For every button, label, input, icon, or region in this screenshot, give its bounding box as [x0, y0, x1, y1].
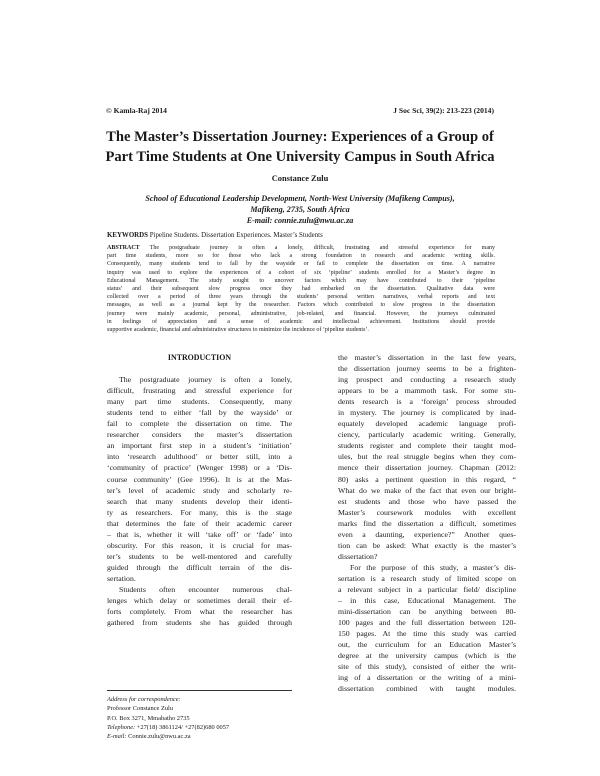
correspondence-address: P.O. Box 3271, Mmabatho 2735 [107, 714, 190, 722]
body-line: many part time students. Consequently, many [107, 397, 292, 407]
abstract-line: journey were mainly academic, personal, administrative, job-related, and financial. However, the journeys culminated [107, 310, 495, 317]
journal-citation: J Soc Sci, 39(2): 213-223 (2014) [393, 106, 494, 115]
keywords-label: KEYWORDS [107, 232, 148, 239]
author-affiliation [100, 193, 500, 226]
body-line: mence their dissertation journey. Chapman (2012: [338, 463, 516, 473]
body-line: Students often encounter numerous chal- [119, 584, 292, 594]
left-column [107, 352, 292, 628]
body-line: What do we make of the fact that even our bright- [338, 485, 516, 495]
paper-title [60, 127, 540, 167]
body-line: The postgraduate journey is often a lonely, [119, 375, 292, 385]
body-line: ter’s level of academic study and scholarly re- [107, 485, 292, 495]
keywords [107, 232, 497, 239]
affiliation-line: Mafikeng, 2735, South Africa [250, 205, 350, 214]
body-line: degree at the university campus (which is the [338, 651, 516, 661]
correspondence-phone-line [107, 723, 297, 732]
body-line: forts completely. From what the researcher has [107, 607, 292, 617]
body-line: in mystery. The journey is complicated by inad- [338, 408, 516, 418]
body-line: tion can be asked: What exactly is the master’s [338, 540, 516, 550]
abstract-label: ABSTRACT [107, 245, 140, 251]
affiliation-line: School of Educational Leadership Development, North-West University (Mafikeng Campus), [145, 194, 455, 203]
body-line: into ‘research adulthood’ or better still, into a [107, 452, 292, 462]
abstract-line: inquiry was used to explore the experiences of a cohort of six ‘pipeline’ students enrolled for a Master’s degree in [107, 269, 495, 276]
body-line: obscurity. For this reason, it is crucial for mas- [107, 540, 292, 550]
body-line: that determines the fate of their academic career [107, 518, 292, 528]
correspondence-name: Professor Constance Zulu [107, 705, 174, 713]
body-line: a relevant subject in a particular field/ discipline [338, 584, 516, 594]
body-line: dissertation? [338, 551, 378, 561]
abstract [107, 244, 495, 334]
correspondence-heading: Address for correspondence: [107, 696, 181, 703]
body-line: ciency, particularly academic writing. Generally, [338, 430, 516, 440]
abstract-line: supportive academic, financial and administrative structures to minimize the incidence of ‘pipeline students’. [107, 327, 369, 334]
body-line: equately developed academic language profi- [338, 419, 516, 429]
abstract-line: Consequently, many students tend to fall by the wayside or fail to complete the dissertation on time. A narrative [107, 261, 495, 268]
body-line: ty as researchers. For many, this is the stage [107, 507, 292, 517]
body-line: 80) asks a pertinent question in this regard, “ [338, 474, 516, 484]
body-line: ‘community of practice’ (Wenger 1998) or a ‘Dis- [107, 463, 292, 473]
abstract-line [107, 244, 495, 252]
body-line: an important first step in a student’s ‘initiation’ [107, 441, 292, 451]
body-line: out, the curriculum for an Education Master’s [338, 640, 516, 650]
body-line: site of this study), consisted of either the writ- [338, 662, 516, 672]
body-line: ing of a dissertation or the writing of a mini- [338, 673, 516, 683]
body-line: ing prospect and conducting a research study [338, 375, 516, 385]
body-line: appears to be a mammoth task. For some stu- [338, 386, 516, 396]
abstract-line: messages, as well as a journal kept by the researcher. Factors which contributed to slow progress in the dissertation [107, 302, 495, 309]
abstract-line: collected over a period of three years through the students’ personal written narratives, verbal reports and text [107, 294, 495, 301]
title-line: Part Time Students at One University Campus in South Africa [105, 149, 495, 165]
abstract-text: The postgraduate journey is often a lonely, difficult, frustrating and stressful experience for many [139, 245, 495, 251]
copyright-notice: © Kamla-Raj 2014 [106, 106, 167, 115]
phone-label: Telephone: [107, 723, 136, 731]
section-heading: INTRODUCTION [167, 353, 232, 362]
email-label: E-mail: [107, 733, 127, 741]
body-line: the master’s dissertation in the last few years, [338, 353, 516, 362]
right-column [338, 352, 516, 694]
body-line: lenges which delay or sometimes derail their ef- [107, 596, 292, 606]
body-line: ter’s students to be well-mentored and carefully [107, 551, 292, 561]
body-line: even a daunting, experience?” Another ques- [338, 529, 516, 539]
body-line: students tend to either ‘fall by the wayside’ or [107, 408, 292, 418]
correspondence-block [107, 695, 297, 741]
body-line: search that many students develop their identi- [107, 496, 292, 506]
body-line: students register and complete their taught mod- [338, 441, 516, 451]
body-line: difficult, frustrating and stressful experience for [107, 386, 292, 396]
paragraph-gap [107, 363, 292, 374]
footnote-rule [107, 690, 292, 691]
author-name: Constance Zulu [271, 174, 329, 183]
body-line: 100 pages and the full dissertation between 120- [338, 618, 516, 628]
body-line: the dissertation journey seems to be a frighten- [338, 364, 516, 374]
body-line: mini-dissertation can be anything between 80- [338, 607, 516, 617]
abstract-line: status’ and their subsequent slow progress once they had embarked on the dissertation. Qualitative data were [107, 286, 495, 293]
phone-number: +27(18) 3861124/ +27(82)680 0057 [135, 723, 230, 731]
email-address[interactable]: Connie.zulu@nwu.ac.za [126, 733, 191, 741]
body-line: For the purpose of this study, a master’s dis- [350, 562, 516, 572]
abstract-line: part time students, more so for those who lack a strong foundation in research and academic writing skills. [107, 253, 495, 260]
body-line: dissertation combined with taught modules. [338, 684, 516, 694]
abstract-line: Educational Management. The study sought to uncover factors which may have contributed to their ‘pipeline [107, 277, 495, 284]
author-email[interactable]: E-mail: connie.zulu@nwu.ac.za [246, 216, 354, 225]
body-line: marks find the dissertation a difficult, sometimes [338, 518, 516, 528]
correspondence-email-line [107, 732, 297, 741]
body-line: researcher considers the master’s dissertation [107, 430, 292, 440]
body-line: dents research is a ‘foreign’ process shrouded [338, 397, 516, 407]
body-line: fail to complete the dissertation on time. The [107, 419, 292, 429]
body-line: sertation is a research study of limited scope on [338, 573, 516, 583]
body-line: ules, but the real struggle begins when they com- [338, 452, 516, 462]
body-line: Master’s coursework modules with excellent [338, 507, 516, 517]
body-line: course community’ (Gee 1996). It is at the Mas- [107, 474, 292, 484]
body-line: sertation. [107, 573, 136, 583]
keywords-text: Pipeline Students. Dissertation Experiences. Master’s Students [147, 232, 323, 239]
body-line: 150 pages. At the time this study was carried [338, 629, 516, 639]
body-line: est students and those who have passed the [338, 496, 516, 506]
body-line: guided through the difficult terrain of the dis- [107, 562, 292, 572]
abstract-line: in feelings of appreciation and a sense of academic and intellectual achievement. Institutions should provide [107, 318, 495, 325]
body-line: – that is, whether it will ‘take off’ or ‘fade’ into [107, 529, 292, 539]
body-line: gathered from students she has guided through [107, 618, 292, 628]
body-line: – in this case, Educational Management. The [338, 596, 516, 606]
title-line: The Master’s Dissertation Journey: Experiences of a Group of [106, 129, 494, 145]
